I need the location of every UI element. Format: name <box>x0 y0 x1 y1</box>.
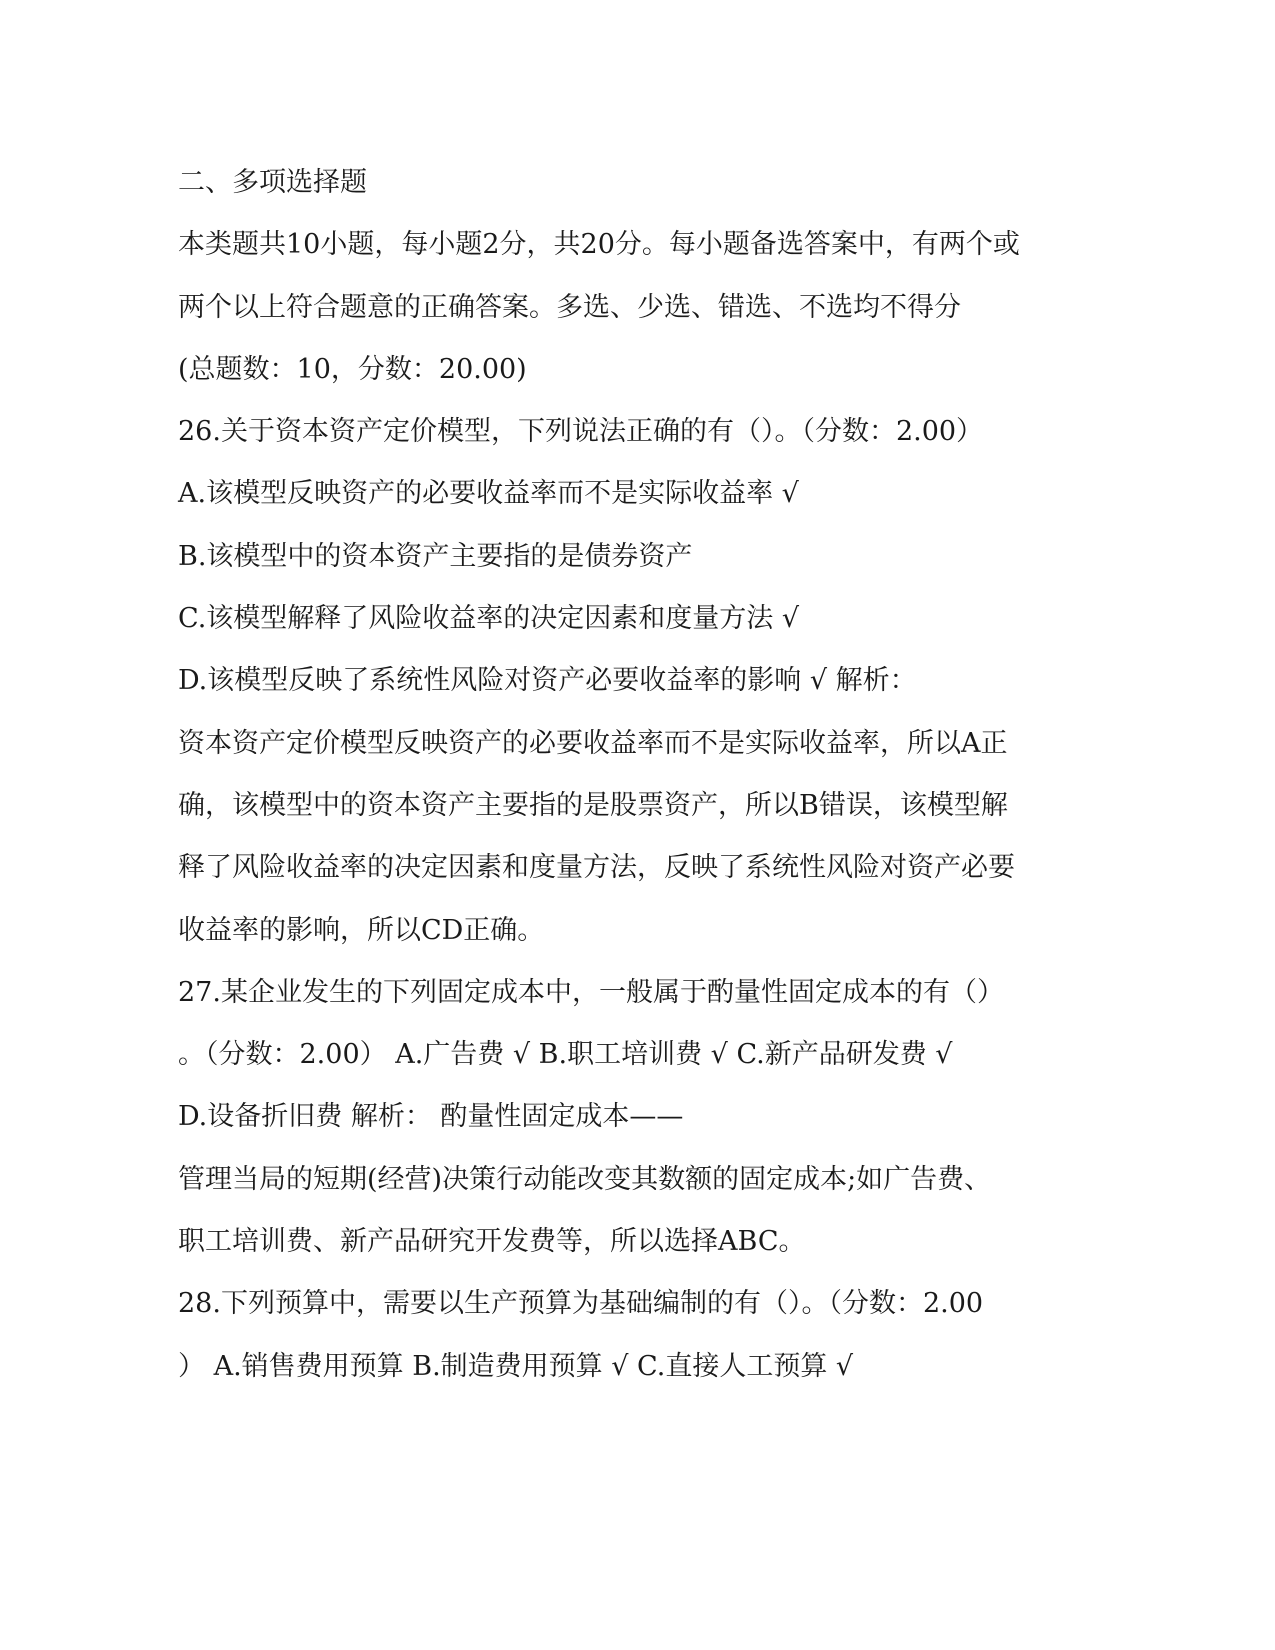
document-body <box>178 158 1078 1404</box>
section-instructions: 本类题共10小题，每小题2分，共20分。每小题备选答案中，有两个或 <box>178 229 1020 261</box>
section-heading: 二、多项选择题 <box>178 167 367 198</box>
question-26-explanation: 释了风险收益率的决定因素和度量方法，反映了系统性风险对资产必要 <box>178 852 1015 884</box>
question-26-explanation: 确，该模型中的资本资产主要指的是股票资产，所以B错误，该模型解 <box>178 789 1008 821</box>
question-26-explanation: 资本资产定价模型反映资产的必要收益率而不是实际收益率，所以A正 <box>178 727 1008 759</box>
question-27-explanation: 管理当局的短期(经营)决策行动能改变其数额的固定成本;如广告费、 <box>178 1163 992 1195</box>
question-26: 26.关于资本资产定价模型，下列说法正确的有（）。（分数：2.00） <box>178 416 984 448</box>
question-28-options: ） A.销售费用预算 B.制造费用预算 √ C.直接人工预算 √ <box>178 1350 854 1382</box>
question-26-option-b: B.该模型中的资本资产主要指的是债券资产 <box>178 540 693 572</box>
question-27-option-d: D.设备折旧费 解析： 酌量性固定成本—— <box>178 1101 684 1133</box>
question-27-options: 。（分数：2.00） A.广告费 √ B.职工培训费 √ C.新产品研发费 √ <box>178 1039 953 1071</box>
question-26-option-d: D.该模型反映了系统性风险对资产必要收益率的影响 √ 解析： <box>178 665 917 697</box>
question-26-explanation: 收益率的影响，所以CD正确。 <box>178 914 545 946</box>
question-27: 27.某企业发生的下列固定成本中，一般属于酌量性固定成本的有（） <box>178 976 1004 1008</box>
question-26-option-a: A.该模型反映资产的必要收益率而不是实际收益率 √ <box>178 478 799 510</box>
section-instructions: 两个以上符合题意的正确答案。多选、少选、错选、不选均不得分 <box>178 291 961 323</box>
question-28: 28.下列预算中，需要以生产预算为基础编制的有（）。（分数：2.00 <box>178 1288 984 1320</box>
section-summary: (总题数：10，分数：20.00) <box>178 353 527 385</box>
question-27-explanation: 职工培训费、新产品研究开发费等，所以选择ABC。 <box>178 1226 806 1258</box>
question-26-option-c: C.该模型解释了风险收益率的决定因素和度量方法 √ <box>178 603 800 635</box>
